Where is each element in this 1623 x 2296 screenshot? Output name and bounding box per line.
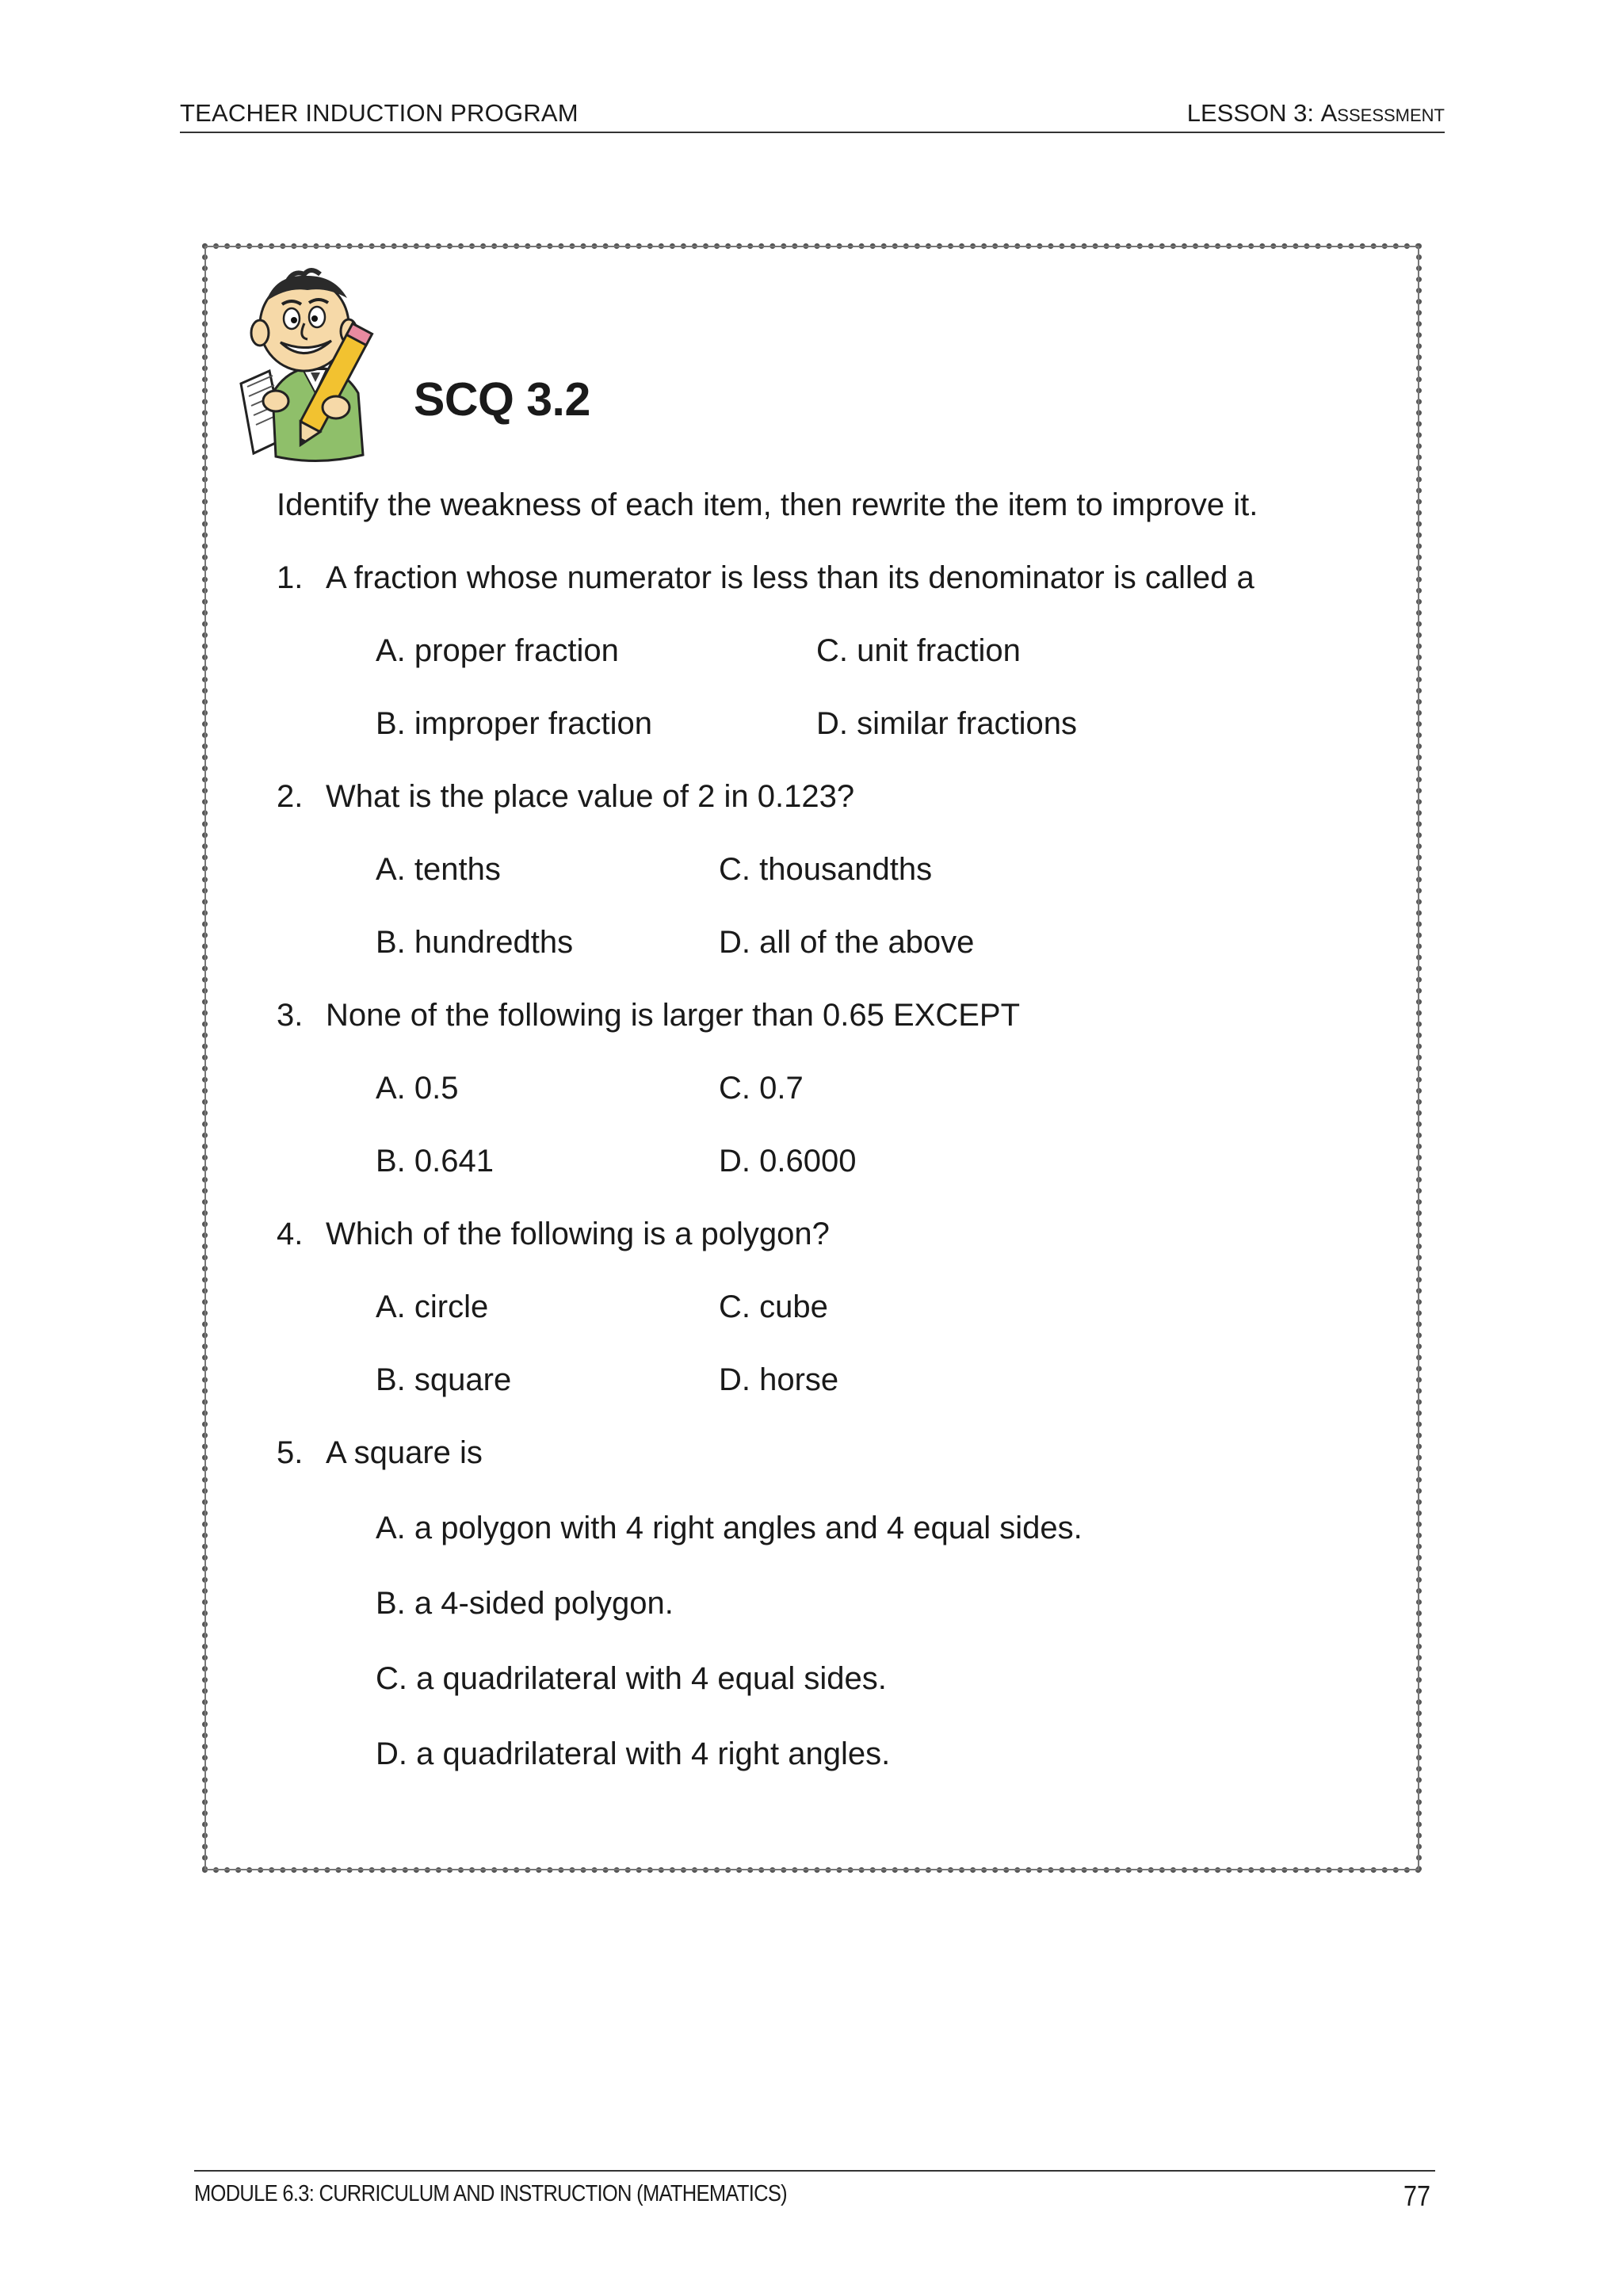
cartoon-teacher-with-pencil-icon	[231, 266, 398, 466]
question-3-choice-d: D. 0.6000	[719, 1144, 857, 1179]
question-1-choice-a: A. proper fraction	[376, 633, 619, 668]
question-5-choice-c: C. a quadrilateral with 4 equal sides.	[376, 1661, 887, 1696]
question-4-choice-a: A. circle	[376, 1289, 489, 1324]
program-title: TEACHER INDUCTION PROGRAM	[180, 99, 579, 127]
question-1-number: 1.	[277, 560, 304, 595]
lesson-number: LESSON 3:	[1186, 99, 1321, 127]
question-4-choice-d: D. horse	[719, 1362, 839, 1397]
question-3-choice-b: B. 0.641	[376, 1144, 495, 1179]
question-5-choice-b: B. a 4-sided polygon.	[376, 1586, 674, 1621]
question-1-choice-c: C. unit fraction	[816, 633, 1021, 668]
lesson-title	[1187, 99, 1445, 128]
question-2-choice-a: A. tenths	[376, 852, 501, 887]
question-4-stem: Which of the following is a polygon?	[326, 1217, 830, 1251]
question-5-number: 5.	[277, 1435, 304, 1470]
question-2-number: 2.	[277, 779, 304, 814]
question-4-choice-b: B. square	[376, 1362, 512, 1397]
question-2-choice-c: C. thousandths	[719, 852, 933, 887]
lesson-topic: Assessment	[1320, 99, 1445, 127]
question-5-choice-d: D. a quadrilateral with 4 right angles.	[376, 1736, 891, 1771]
question-3-stem: None of the following is larger than 0.65 EXCEPT	[326, 998, 1021, 1033]
scq-title: SCQ 3.2	[414, 373, 590, 426]
question-2-stem: What is the place value of 2 in 0.123?	[326, 779, 855, 814]
question-4-number: 4.	[277, 1217, 304, 1251]
question-1-choice-d: D. similar fractions	[816, 706, 1077, 741]
question-3-choice-a: A. 0.5	[376, 1071, 459, 1106]
question-2-choice-d: D. all of the above	[719, 925, 975, 960]
question-3-choice-c: C. 0.7	[719, 1071, 804, 1106]
question-5-stem: A square is	[326, 1435, 483, 1470]
page-footer	[194, 2170, 1435, 2212]
question-2-choice-b: B. hundredths	[376, 925, 574, 960]
question-3-number: 3.	[277, 998, 304, 1033]
question-1-stem: A fraction whose numerator is less than its denominator is called a	[326, 560, 1254, 595]
module-title: MODULE 6.3: CURRICULUM AND INSTRUCTION (MATHEMATICS)	[194, 2181, 787, 2206]
page-number: 77	[1403, 2179, 1430, 2212]
question-1-choice-b: B. improper fraction	[376, 706, 653, 741]
instructions-text: Identify the weakness of each item, then rewrite the item to improve it.	[277, 487, 1258, 522]
page-header	[180, 94, 1445, 133]
question-4-choice-c: C. cube	[719, 1289, 828, 1324]
question-5-choice-a: A. a polygon with 4 right angles and 4 equal sides.	[376, 1511, 1083, 1545]
